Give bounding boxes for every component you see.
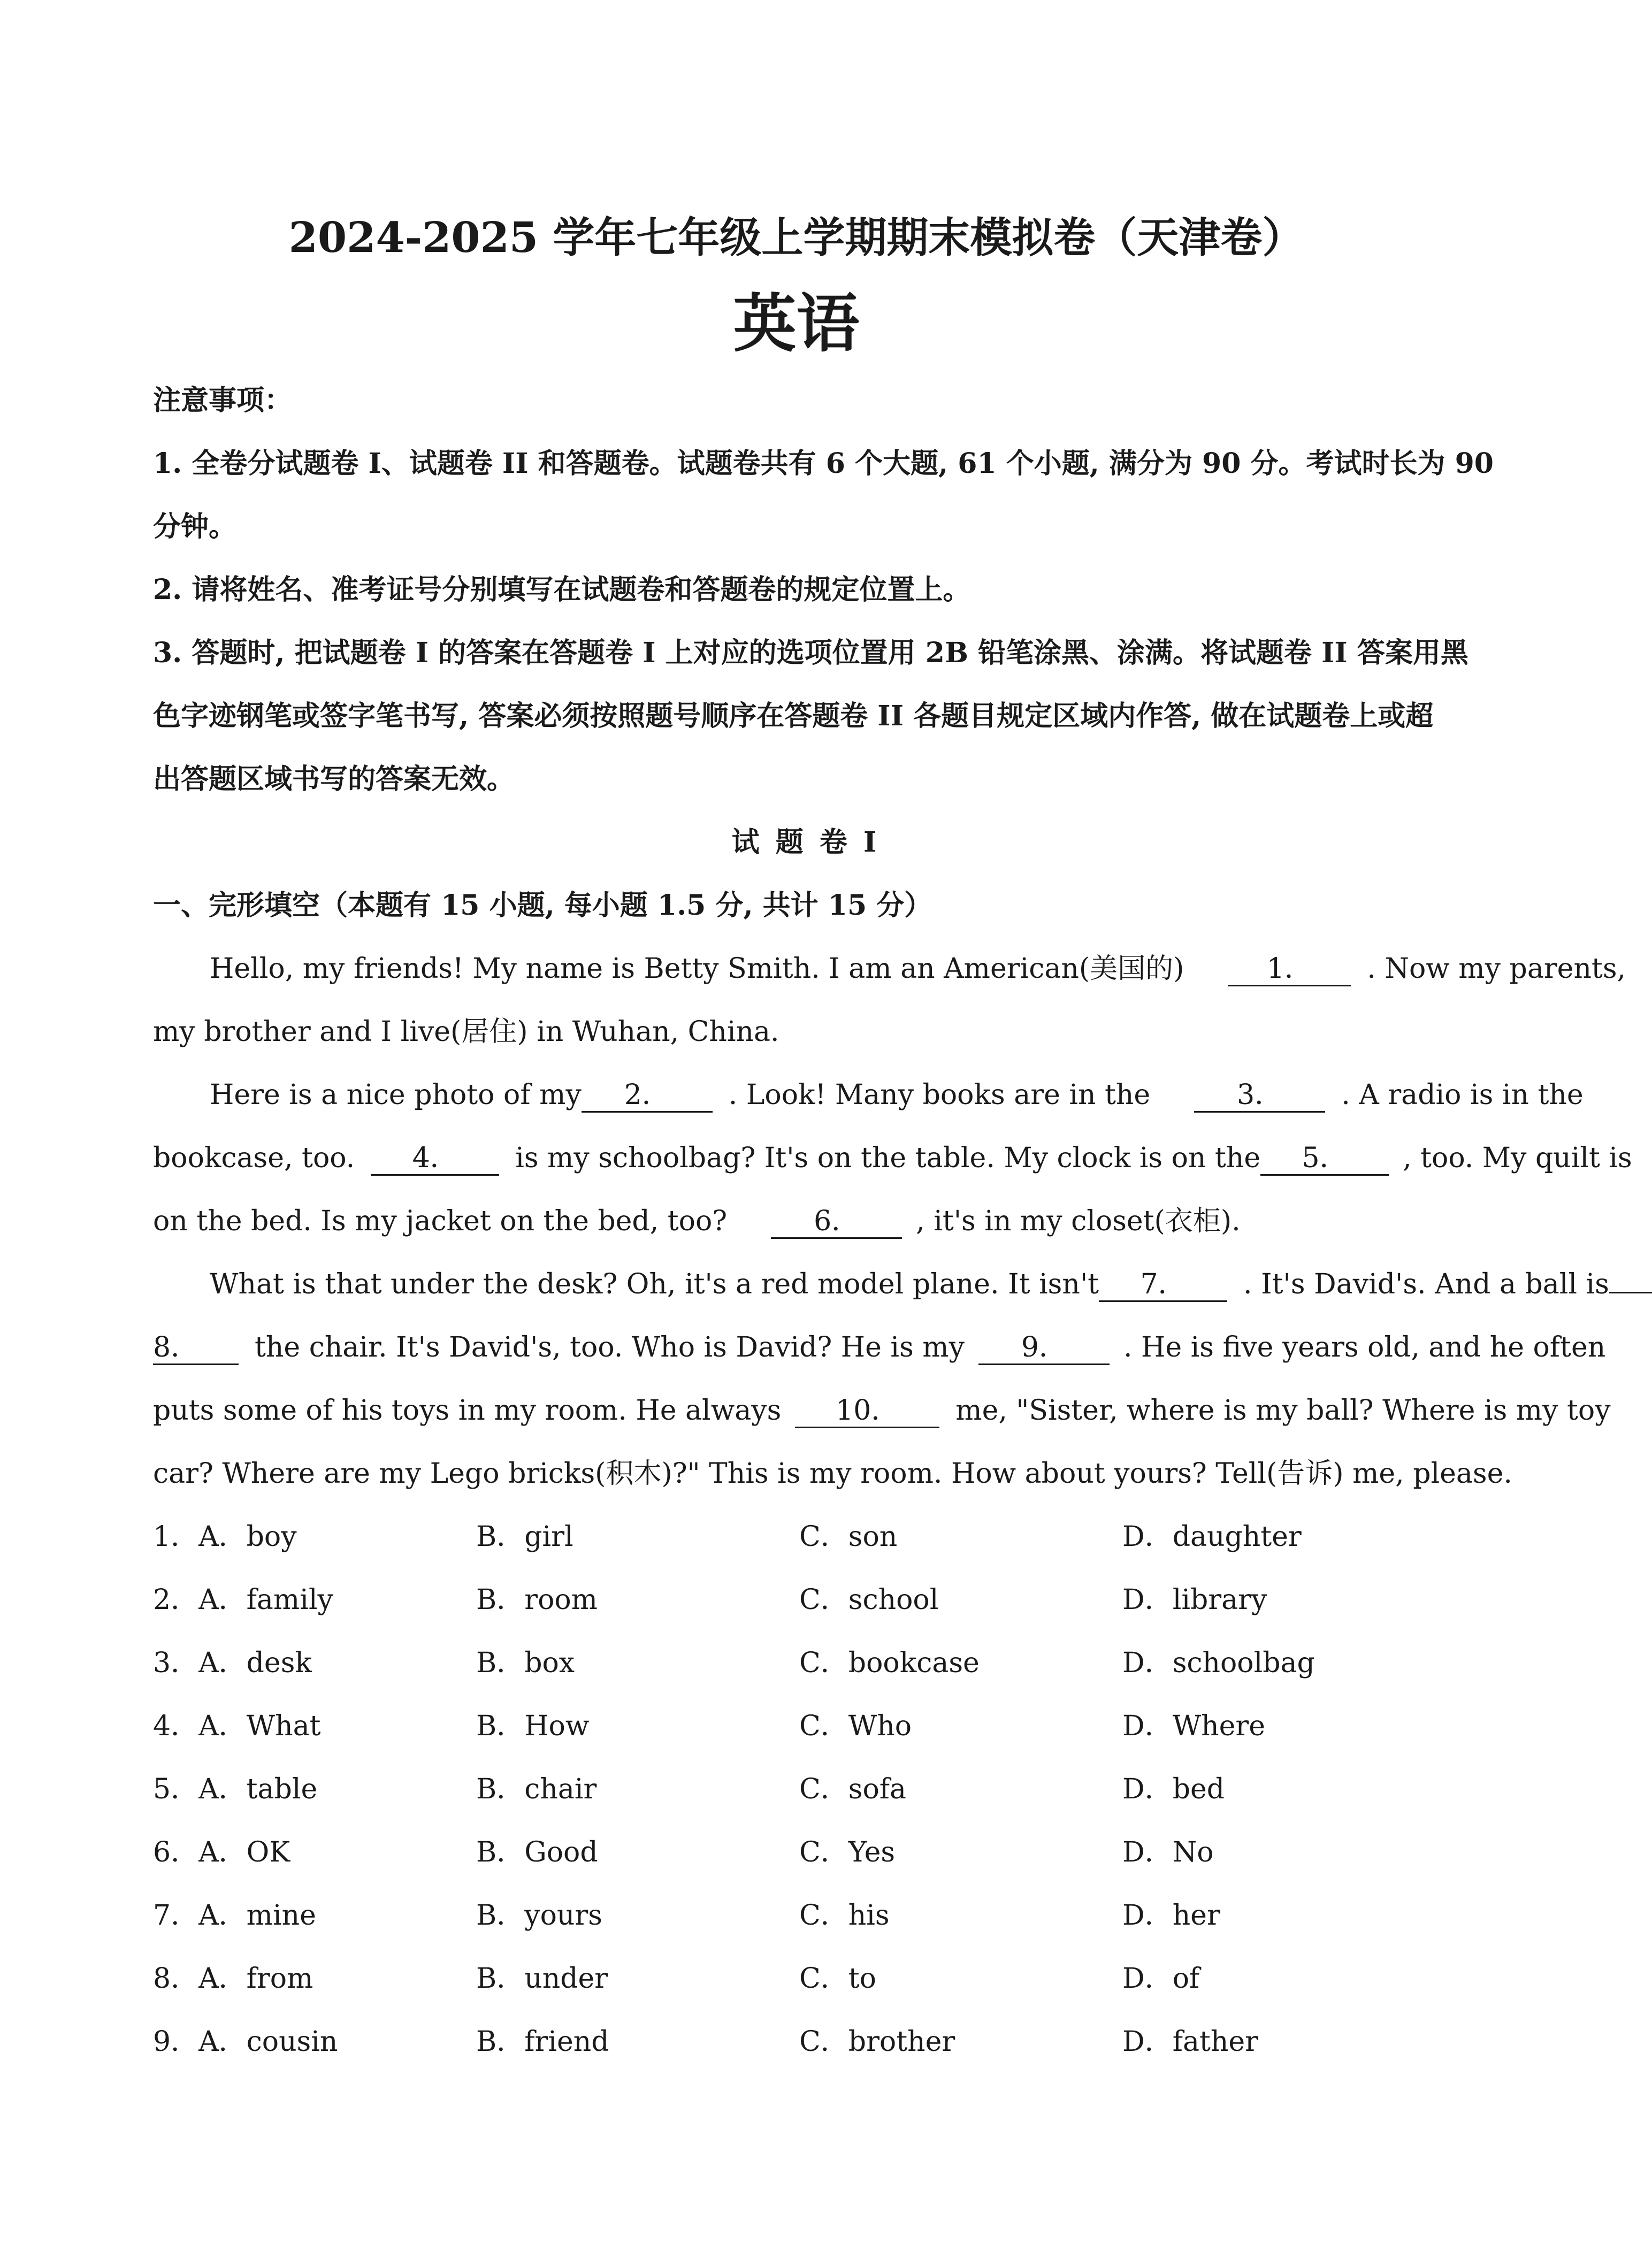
passage-text: What is that under the desk? Oh, it's a red model plane. It isn't	[210, 1268, 1099, 1300]
option-d: D．library	[1122, 1584, 1267, 1616]
option-c: C．sofa	[799, 1773, 907, 1805]
passage-text: . It's David's. And a ball is	[1243, 1268, 1609, 1300]
passage-text: puts some of his toys in my room. He always	[153, 1395, 782, 1427]
passage-line	[153, 1000, 1458, 1063]
passage-text: . Now my parents,	[1367, 953, 1626, 985]
question-row	[153, 1758, 1458, 1821]
notice-item-1-line-2: 分钟。	[153, 510, 237, 543]
question-row	[153, 1631, 1458, 1695]
option-c: C．his	[799, 1899, 890, 1932]
blank-6: 6．	[771, 1205, 902, 1239]
option-d: D．schoolbag	[1122, 1647, 1315, 1679]
blank-1: 1．	[1228, 953, 1351, 986]
question-row	[153, 1568, 1458, 1631]
passage-text: is my schoolbag? It's on the table. My clock is on the	[515, 1142, 1261, 1174]
passage-text: me, "Sister, where is my ball? Where is my toy	[955, 1395, 1611, 1427]
option-c: C．school	[799, 1584, 939, 1616]
option-a: 2．A．family	[153, 1584, 333, 1616]
passage-line	[153, 1063, 1584, 1127]
paper-label: 试 题 卷 I	[731, 826, 880, 859]
option-c: C．son	[799, 1521, 898, 1553]
option-b: B．chair	[476, 1773, 597, 1805]
question-row	[153, 2010, 1458, 2073]
passage-text: . He is five years old, and he often	[1123, 1331, 1606, 1364]
option-d: D．bed	[1122, 1773, 1225, 1805]
option-c: C．Yes	[799, 1836, 896, 1868]
option-d: D．her	[1122, 1899, 1220, 1932]
passage-text: , too. My quilt is	[1403, 1142, 1632, 1174]
passage-line	[153, 1190, 1458, 1253]
passage-text: . A radio is in the	[1341, 1079, 1584, 1111]
blank-8-start	[1609, 1292, 1652, 1293]
passage-text: the chair. It's David's, too. Who is David? He is my	[255, 1331, 965, 1364]
question-row	[153, 1695, 1458, 1758]
passage-line	[153, 1127, 1632, 1190]
question-row	[153, 1505, 1458, 1568]
notice-item-3-line-3: 出答题区域书写的答案无效。	[153, 763, 515, 795]
option-d: D．Where	[1122, 1710, 1266, 1742]
subject-title: 英语	[733, 286, 860, 361]
option-a: 9．A．cousin	[153, 2026, 338, 2058]
blank-10: 10．	[795, 1395, 939, 1428]
question-row	[153, 1821, 1458, 1884]
passage-line	[153, 1442, 1512, 1505]
option-d: D．No	[1122, 1836, 1214, 1868]
blank-3: 3．	[1194, 1079, 1325, 1113]
notice-item-3-line-2: 色字迹钢笔或签字笔书写, 答案必须按照题号顺序在答题卷 II 各题目规定区域内作答, 做在试题卷上或超	[153, 700, 1434, 732]
question-row	[153, 1947, 1458, 2010]
passage-text: , it's in my closet(衣柜).	[916, 1205, 1241, 1237]
option-a: 3．A．desk	[153, 1647, 312, 1679]
notice-section	[153, 369, 1494, 937]
passage-line	[153, 1316, 1606, 1379]
option-b: B．friend	[476, 2026, 609, 2058]
notice-item-2: 2. 请将姓名、准考证号分别填写在试题卷和答题卷的规定位置上。	[153, 573, 971, 606]
option-c: C．bookcase	[799, 1647, 980, 1679]
option-c: C．brother	[799, 2026, 955, 2058]
passage-line	[153, 1379, 1611, 1442]
passage-line	[153, 1253, 1609, 1316]
blank-2: 2．	[582, 1079, 713, 1113]
passage-text: bookcase, too.	[153, 1142, 355, 1174]
option-d: D．of	[1122, 1963, 1200, 1995]
option-b: B．room	[476, 1584, 598, 1616]
passage-text: my brother and I live(居住) in Wuhan, China.	[153, 1016, 779, 1048]
option-b: B．girl	[476, 1521, 573, 1553]
option-a: 1．A．boy	[153, 1521, 297, 1553]
option-a: 6．A．OK	[153, 1836, 290, 1868]
option-a: 4．A．What	[153, 1710, 321, 1742]
notice-item-1-line-1: 1. 全卷分试题卷 I、试题卷 II 和答题卷。试题卷共有 6 个大题, 61 个小题, 满分为 90 分。考试时长为 90	[153, 447, 1494, 480]
part-1-title: 一、完形填空（本题有 15 小题, 每小题 1.5 分, 共计 15 分）	[153, 889, 932, 922]
passage-text: . Look! Many books are in the	[728, 1079, 1151, 1111]
option-b: B．under	[476, 1963, 608, 1995]
blank-5: 5．	[1260, 1142, 1389, 1176]
passage-text: Here is a nice photo of my	[210, 1079, 582, 1111]
option-c: C．to	[799, 1963, 876, 1995]
option-b: B．Good	[476, 1836, 598, 1868]
blank-8: 8．	[153, 1331, 239, 1365]
notice-heading: 注意事项：	[153, 384, 293, 417]
passage-text: on the bed. Is my jacket on the bed, too?	[153, 1205, 728, 1237]
blank-9: 9．	[978, 1331, 1110, 1365]
cloze-passage	[153, 937, 1632, 1505]
blank-7: 7．	[1099, 1268, 1227, 1302]
option-a: 5．A．table	[153, 1773, 318, 1805]
blank-4: 4．	[371, 1142, 499, 1176]
passage-text: Hello, my friends! My name is Betty Smith. I am an American(美国的)	[210, 953, 1184, 985]
option-d: D．daughter	[1122, 1521, 1302, 1553]
passage-text: car? Where are my Lego bricks(积木)?" This is my room. How about yours? Tell(告诉) me, please.	[153, 1458, 1512, 1490]
question-options	[153, 1505, 1458, 2073]
option-c: C．Who	[799, 1710, 912, 1742]
exam-title: 2024-2025 学年七年级上学期期末模拟卷（天津卷）	[288, 213, 1304, 262]
option-a: 8．A．from	[153, 1963, 313, 1995]
option-b: B．yours	[476, 1899, 602, 1932]
option-b: B．How	[476, 1710, 590, 1742]
option-a: 7．A．mine	[153, 1899, 316, 1932]
option-d: D．father	[1122, 2026, 1258, 2058]
question-row	[153, 1884, 1458, 1947]
option-b: B．box	[476, 1647, 575, 1679]
passage-line	[153, 937, 1626, 1000]
notice-item-3-line-1: 3. 答题时, 把试题卷 I 的答案在答题卷 I 上对应的选项位置用 2B 铅笔涂黑、涂满。将试题卷 II 答案用黑	[153, 637, 1469, 669]
